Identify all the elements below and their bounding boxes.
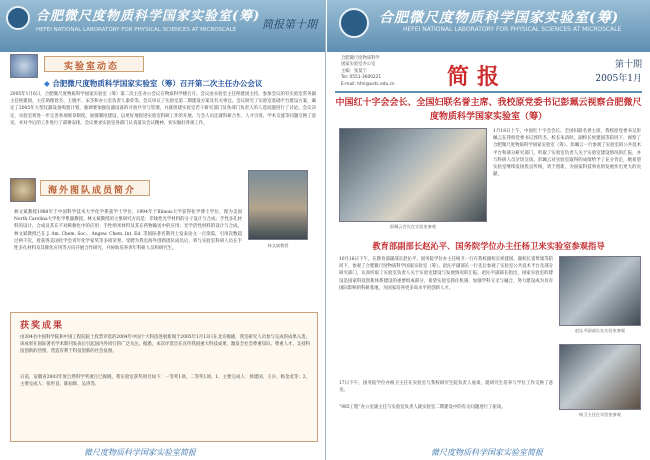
article3-end: 17日下午，国务院学位办杨卫主任在实验室与我校研究生院负责人座谈，就研究生培养与学位工作交换了意见。 [339,381,553,394]
issue-label: 简报第十期 [262,18,317,31]
lab-logo-icon [339,8,369,38]
article1-body: 2005年1月6日，合肥微尺度物质科学国家实验室（筹）第二次主任办公会议在物质科学楼召开。会议由实验室主任侯建国主持，参加会议的有实验室常务副主任侯建国，主任助理曾杰、王晓平、宋杰和办公室负责人秦荣等。会议审议了实验室第二期建设方案及有关事宜。会议研究了实验室基础平台建设方案，确定了2005年大型仪器设备购置计划，强调要加强仪器设备的开放共享与管理，并就组建实验室若干研究部门及各部门负责人的人选问题进行了讨论。会议决定，实验室将进一步完善各项规章制度，加强制度建设，以更好地促进实验室科研工作的开展。与会人员还就科研合作、人才引进、学术交流等问题交换了意见，并对今后的工作进行了部署安排。会议要求实验室各部门认真落实会议精神，切实做好各项工作。 [10,92,316,126]
visit-photo-3 [559,344,641,410]
header-lab-name-en: HEFEI NATIONAL LABORATORY FOR PHYSICAL SCIENCES AT MICROSCALE [403,26,622,33]
right-page [327,0,650,460]
header-lab-name-en: HEFEI NATIONAL LABORATORY FOR PHYSICAL SCIENCES AT MICROSCALE [36,27,237,33]
header-lab-name: 合肥微尺度物质科学国家实验室(筹) [379,10,620,26]
awards-list: 日前，安徽省2003年度自然科学奖项目已揭晓，我实验室获奖项目如下：一等奖1项，二等奖1项。1、主要完成人：侯建国、王兵、杨金龙等；2、主要完成人：张世良、陈仙辉、吴涛等。 [20,375,310,388]
section-overseas-team: 海外图队成员简介 [48,186,137,196]
article2-body: 1月18日上午，中国红十字会会长、全国妇联名誉主席、我校原党委书记彭珮云在我校党委书记郭传杰、校长朱清时、副校长侯建国等陪同下，视察了合肥微尺度物质科学国家实验室（筹）。彭珮云一行参观了实验室的公共技术平台和部分研究部门，听取了实验室负责人关于实验室建设情况的汇报，并与科研人员亲切交谈。彭珮云对实验室取得的成绩给予了充分肯定，她希望实验室继续发扬优良传统，勇于创新，为国家科技事业的发展作出更大的贡献。 [493,129,641,178]
article1-title [44,78,262,89]
info-line: E-mail: hfnl@ustc.edu.cn [341,81,395,87]
photo-caption: 赵沁平副部长在实验室参观 [574,328,626,333]
divider [335,91,642,93]
photo-caption: 彭珮云会长在实验室参观 [389,224,437,229]
lab-logo-icon [6,6,30,30]
headline-2: 教育部副部长赵沁平、国务院学位办主任杨卫来实验室参观指导 [372,241,605,251]
big-title: 简报 [447,64,508,90]
section-awards: 获奖成果 [20,321,65,331]
article3-end2: “985工程”办公室副主任与实验室负责人就实验室二期建设中的有关问题进行了座谈。 [339,405,506,410]
visit-photo [339,128,487,222]
article1-title-text: 合肥微尺度物质科学国家实验室（筹）召开第二次主任办公会议 [52,79,263,88]
info-line: Tel: 0551-3600221 [341,75,382,81]
headline-1: 中国红十字会会长、全国妇联名誉主席、我校原党委书记彭珮云视察合肥微尺度物质科学国家实验室（筹） [335,98,642,122]
professor-photo [248,170,308,240]
photo-caption: 林文斌教授 [267,243,289,248]
info-line: 主编：张曼宁 [341,68,367,74]
photo-caption: 杨卫主任在实验室参观 [579,412,621,417]
header-lab-name: 合肥微尺度物质科学国家实验室(筹) [36,9,261,24]
diamond-icon: ◆ [44,79,53,88]
section-decoration-icon [10,54,38,78]
issue-date: 2005年1月 [595,74,642,84]
left-header [0,0,325,52]
visit-photo-2 [559,256,641,326]
editorial-info [341,56,395,88]
left-footer: 微尺度物质科学国家实验室简报 [84,448,196,457]
issue-number: 第十期 [614,60,642,70]
right-footer: 微尺度物质科学国家实验室简报 [431,448,543,457]
section-lab-news: 实验室动态 [64,62,120,72]
right-header [327,0,650,52]
bio-body: 林文斌教授1988年于中国科学技术大学化学系获学士学位，1994年于Illinois大学获得化学博士学位，现为美国North Carolina大学化学系副教授。林文斌教授的主要研究方向是：非线性光学材料的分子设计与合成；手性多孔材料的设计、合成及其在不对称催化中的应用；手性纳米材料及其在药物输送中的应用；光学活性材料的设计与合成。林文斌教授已在 J. Am. Chem. Soc.、Angew. Chem. Int. Ed. 等国际著名期刊上发表论文一百余篇，引用次数超过两千次，曾获得美国化学会青年化学家奖等多项荣誉。受聘为我室海外创新团队成员后，将与实验室科研人员在手性多孔材料及其催化应用等方向开展合作研究，并协助培养青年科研人员和研究生。 [14,210,242,252]
awards-body: 由304名中国科学院和中国工程院院士投票评选的2004年中国十大科技进展新闻于2005年1月13日在北京揭晓，我室研究人员参与完成的成果入选，该成果在国际著名学术期刊发表后引起国内外同行的广泛关注。据悉，本次评选旨在宣传我国重大科技成果，激发全社会尊重知识、尊重人才、支持科技创新的热情，营造有利于科技创新的社会氛围。 [20,335,310,355]
section-decoration-icon [10,178,36,202]
article3-body: 10月16日下午，在教育部副部长赵沁平、国务院学位办主任杨卫一行在我校副校长侯建国、副校长窦贤康等陪同下，参观了合肥微尺度物质科学国家实验室（筹）。赵沁平副部长一行先后参观了实验室公共技术平台及部分研究部门，认真听取了实验室负责人关于实验室建设与发展情况的汇报。赵沁平副部长指出，国家实验室的建设是国家科技创新体系建设的重要组成部分，希望实验室抓住机遇，加强学科交叉与融合，努力建设成为具有国际影响的科研基地，为国家培养更多高水平的创新人才。 [339,257,553,291]
info-line: 合肥微尺度物质科学 [341,56,380,61]
issue-block [595,58,642,86]
info-line: 国家实验室办公室 [341,62,376,68]
